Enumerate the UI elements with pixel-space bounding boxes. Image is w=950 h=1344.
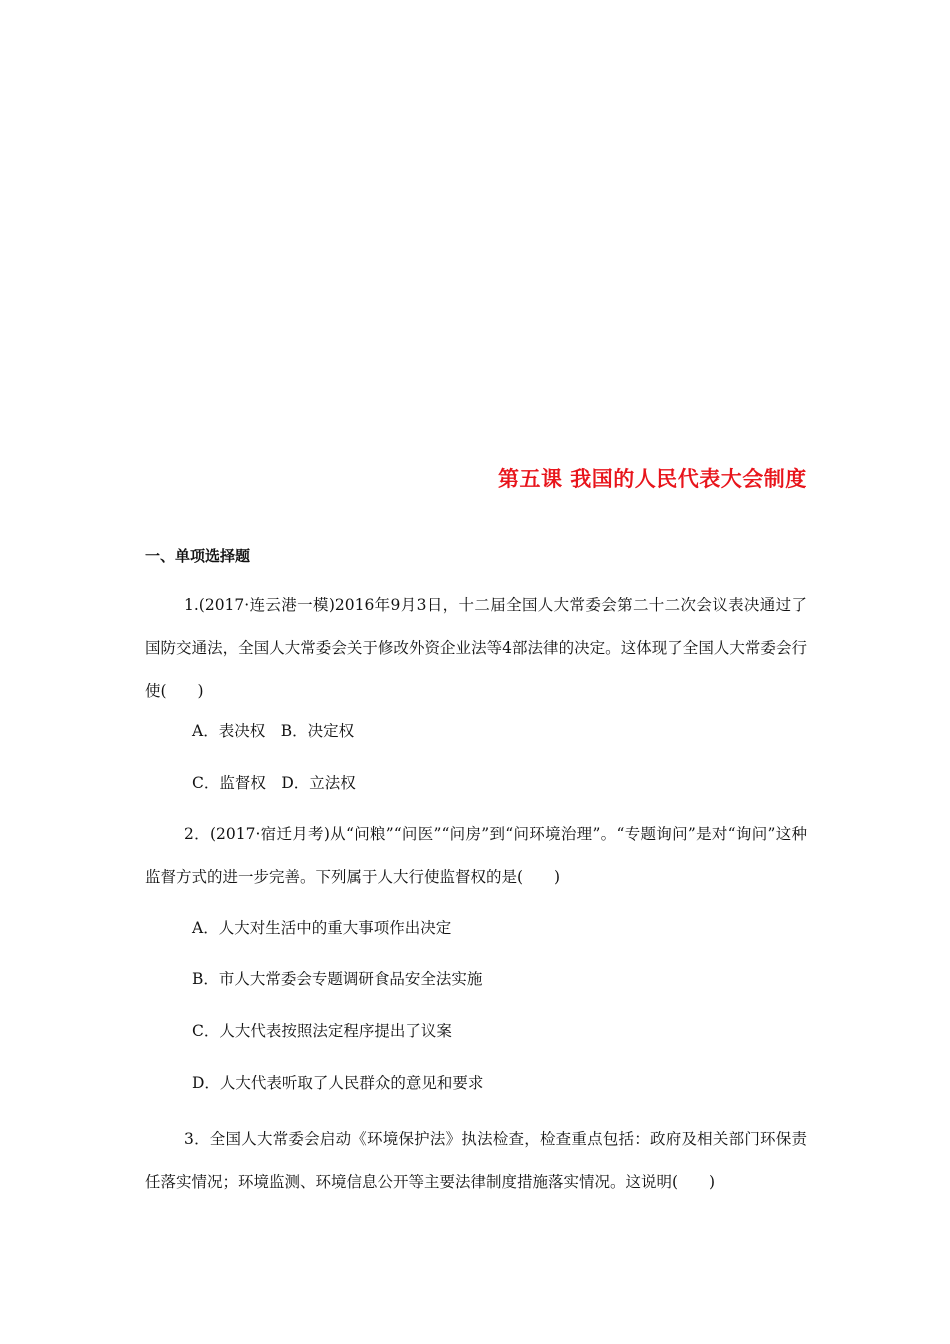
question-2-option-a: A．人大对生活中的重大事项作出决定 xyxy=(192,919,452,937)
question-1-options-row-1: A．表决权 B．决定权 xyxy=(192,722,355,740)
question-2-option-d: D．人大代表听取了人民群众的意见和要求 xyxy=(192,1074,484,1092)
question-2-stem: 2．(2017·宿迁月考)从“问粮”“问医”“问房”到“问环境治理”。“专题询问”是对“询问”这种监督方式的进一步完善。下列属于人大行使监督权的是( ) xyxy=(145,825,807,886)
question-1-stem: 1.(2017·连云港一模)2016年9月3日，十二届全国人大常委会第二十二次会议表决通过了国防交通法，全国人大常委会关于修改外资企业法等4部法律的决定。这体现了全国人大常委会行使( ) xyxy=(145,596,807,700)
question-2-option-c: C．人大代表按照法定程序提出了议案 xyxy=(192,1022,452,1040)
question-1-options-row-2: C．监督权 D．立法权 xyxy=(192,774,356,792)
lesson-title: 第五课 我国的人民代表大会制度 xyxy=(498,467,807,491)
section-heading: 一、单项选择题 xyxy=(145,547,251,565)
question-3-stem: 3．全国人大常委会启动《环境保护法》执法检查，检查重点包括：政府及相关部门环保责任落实情况；环境监测、环境信息公开等主要法律制度措施落实情况。这说明( ) xyxy=(145,1130,807,1191)
question-2-option-b: B．市人大常委会专题调研食品安全法实施 xyxy=(192,970,483,988)
